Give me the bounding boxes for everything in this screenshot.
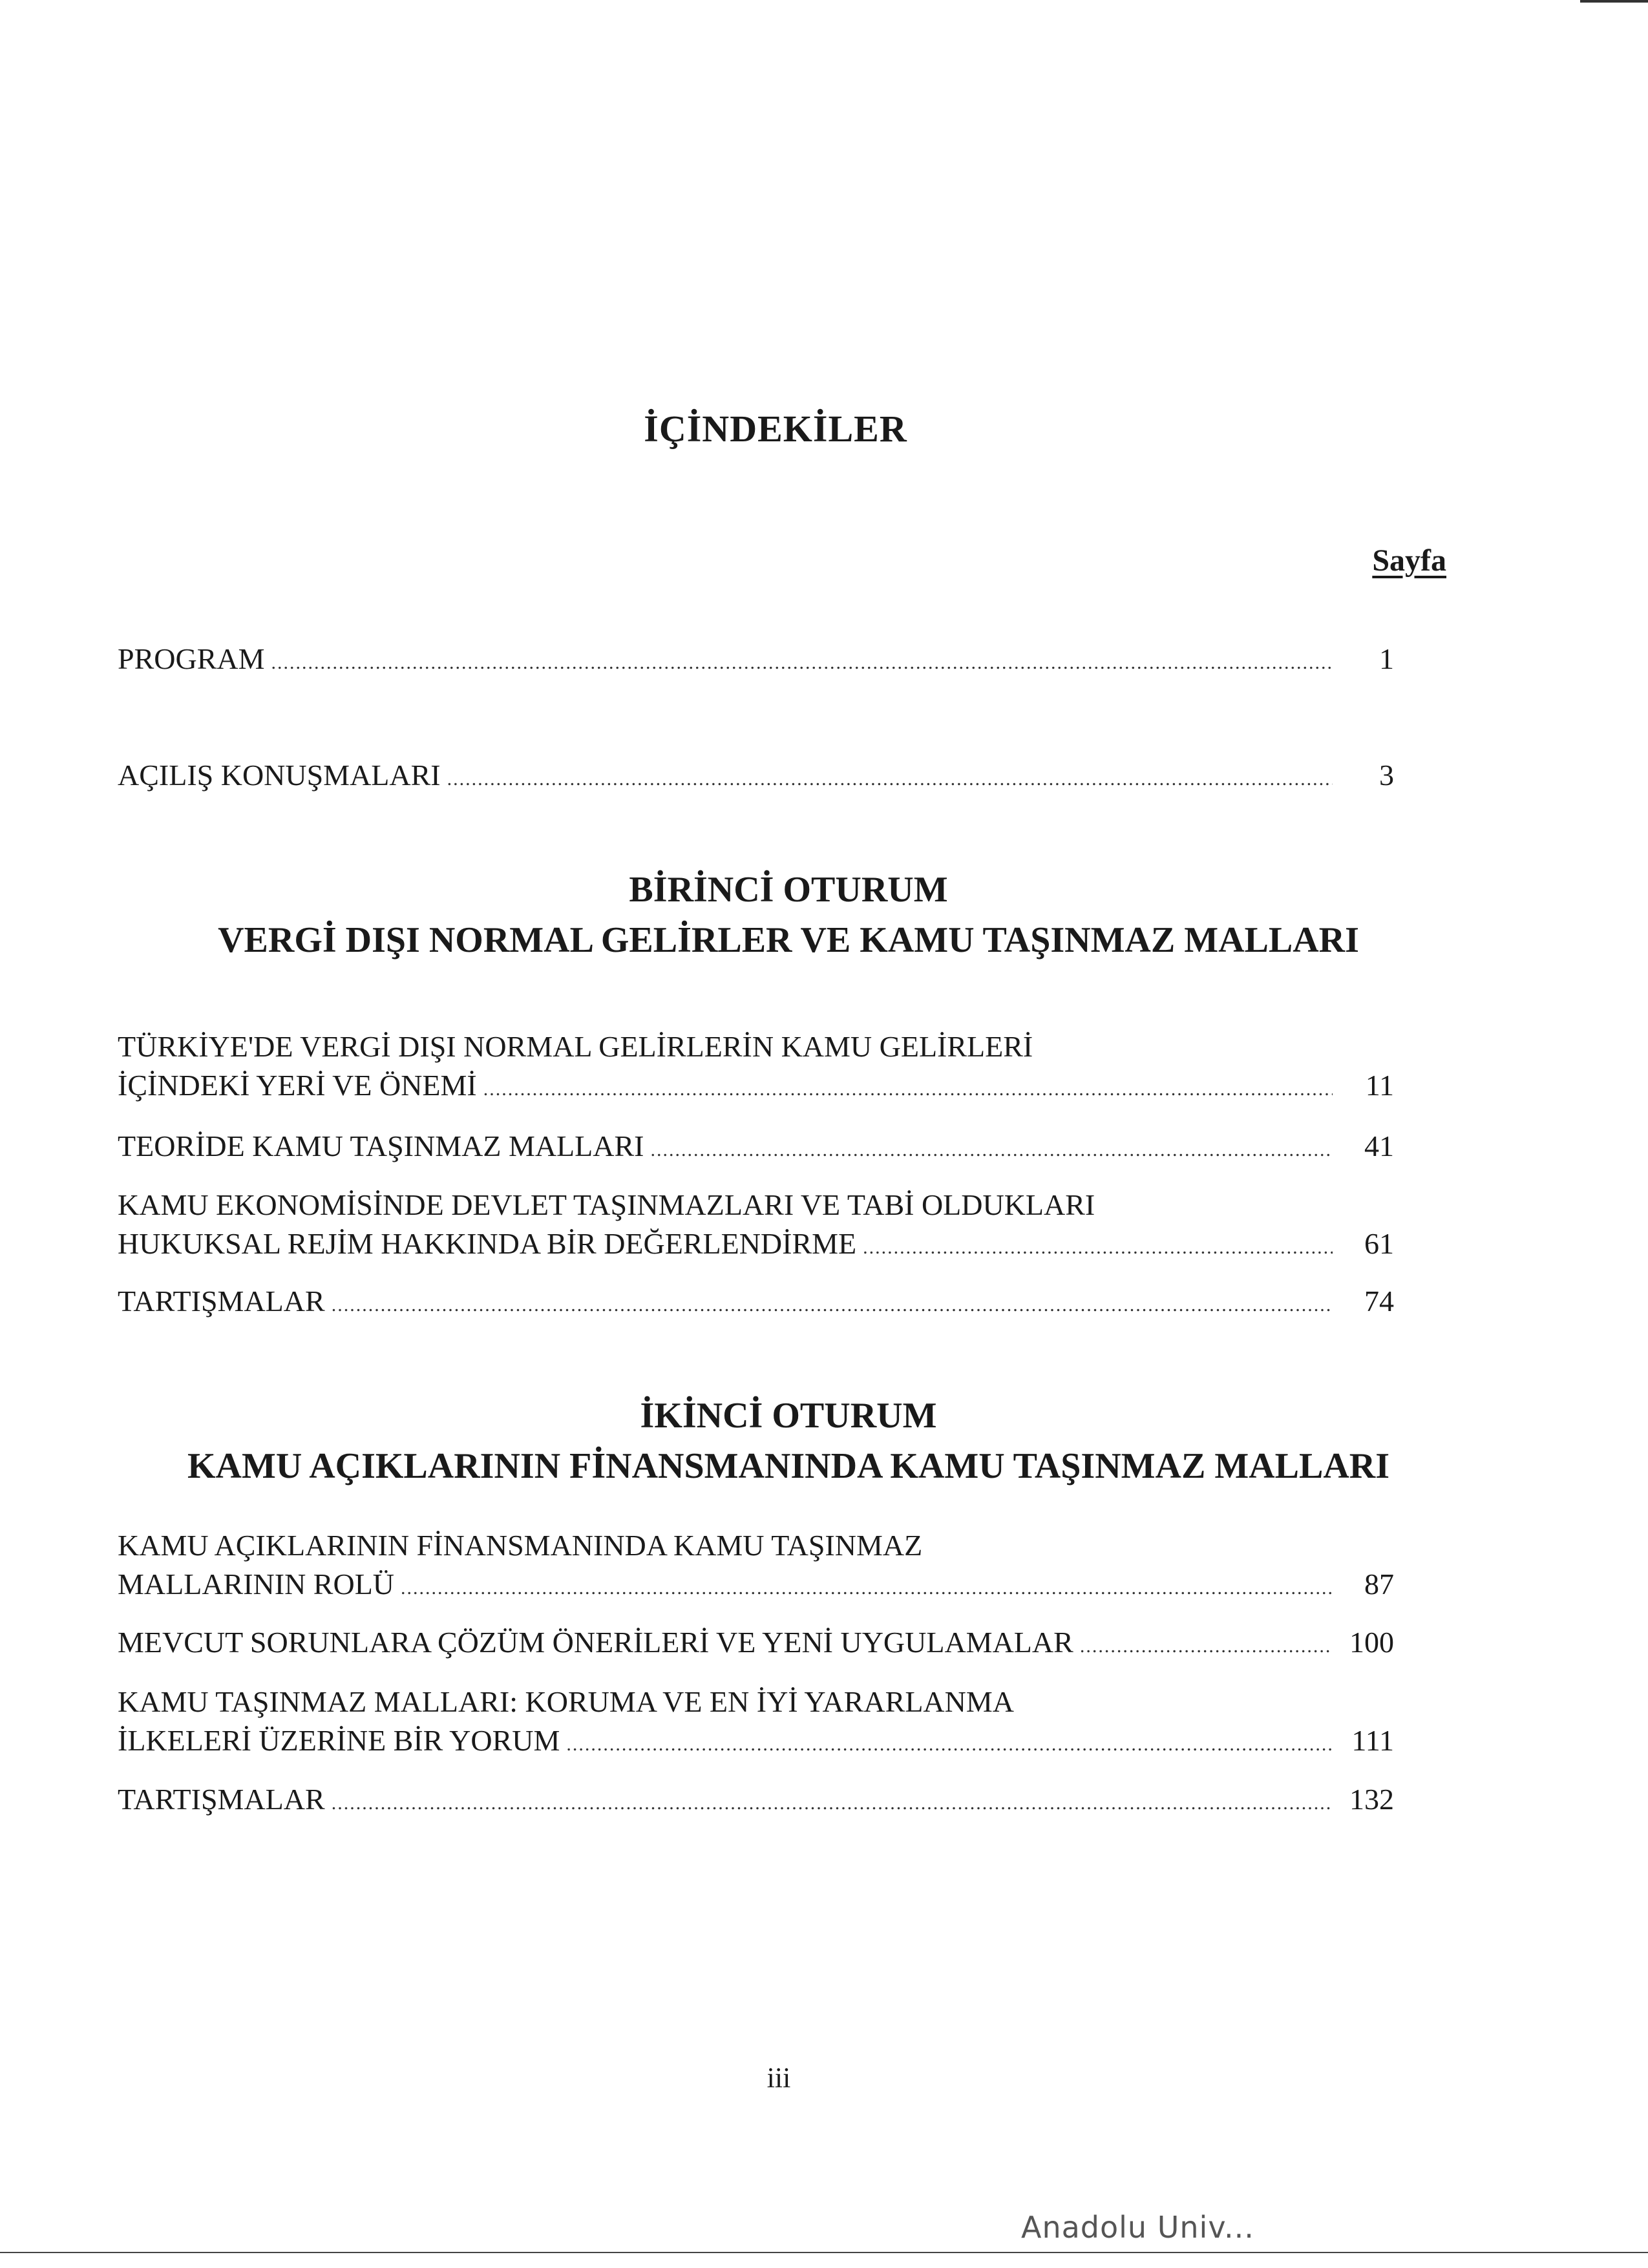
session-title: İKİNCİ OTURUM (640, 1396, 937, 1436)
toc-entry (118, 1027, 1394, 1109)
session-title: BİRİNCİ OTURUM (629, 870, 948, 910)
toc-entry-title-cont: MALLARININ ROLÜ (118, 1568, 395, 1601)
library-stamp: Anadolu Univ... (1021, 2210, 1254, 2245)
session-subtitle: KAMU AÇIKLARININ FİNANSMANINDA KAMU TAŞINMAZ MALLARI (187, 1446, 1389, 1486)
toc-entry-program (118, 640, 1394, 682)
toc-entry-title: MEVCUT SORUNLARA ÇÖZÜM ÖNERİLERİ VE YENİ UYGULAMALAR (118, 1626, 1073, 1659)
toc-entry-page: 100 (1349, 1626, 1394, 1659)
toc-entry-page: 61 (1364, 1227, 1394, 1260)
toc-entry-page: 3 (1379, 759, 1394, 792)
bottom-rule (0, 2252, 1648, 2253)
toc-entry-title-cont: İLKELERİ ÜZERİNE BİR YORUM (118, 1724, 560, 1757)
toc-entry (118, 1623, 1394, 1666)
toc-entry-page: 1 (1379, 642, 1394, 675)
page-column-header: Sayfa (1372, 543, 1446, 578)
toc-entry-page: 11 (1365, 1069, 1394, 1102)
toc-entry-page: 111 (1351, 1724, 1394, 1757)
toc-entry-title: TARTIŞMALAR (118, 1285, 325, 1318)
leader-dots (447, 760, 1333, 799)
toc-entry-title: KAMU EKONOMİSİNDE DEVLET TAŞINMAZLARI VE TABİ OLDUKLARI (118, 1188, 1095, 1221)
leader-dots (650, 1131, 1333, 1170)
leader-dots (566, 1725, 1333, 1764)
toc-entry-page: 132 (1349, 1783, 1394, 1816)
leader-dots (483, 1070, 1333, 1109)
page-number-folio: iii (766, 2062, 791, 2094)
leader-dots (332, 1784, 1333, 1823)
toc-entry-title-cont: HUKUKSAL REJİM HAKKINDA BİR DEĞERLENDİRME (118, 1227, 857, 1260)
toc-entry-title: TARTIŞMALAR (118, 1783, 325, 1816)
leader-dots (332, 1286, 1333, 1325)
leader-dots (401, 1569, 1333, 1608)
toc-entry (118, 1683, 1394, 1764)
toc-entry (118, 1186, 1394, 1267)
toc-entry-title: AÇILIŞ KONUŞMALARI (118, 759, 441, 792)
scan-edge-mark (1580, 0, 1648, 3)
toc-entry-title: KAMU AÇIKLARININ FİNANSMANINDA KAMU TAŞINMAZ (118, 1529, 923, 1562)
session-1-heading (0, 865, 1577, 965)
leader-dots (271, 644, 1333, 682)
leader-dots (863, 1228, 1333, 1267)
toc-entry-page: 41 (1364, 1129, 1394, 1162)
leader-dots (1080, 1627, 1333, 1666)
toc-entry-title: PROGRAM (118, 642, 265, 675)
toc-entry-title-cont: İÇİNDEKİ YERİ VE ÖNEMİ (118, 1069, 477, 1102)
toc-entry-title: TEORİDE KAMU TAŞINMAZ MALLARI (118, 1129, 644, 1162)
toc-entry-title: TÜRKİYE'DE VERGİ DIŞI NORMAL GELİRLERİN KAMU GELİRLERİ (118, 1030, 1033, 1063)
toc-entry-opening-speeches (118, 756, 1394, 799)
toc-entry-title: KAMU TAŞINMAZ MALLARI: KORUMA VE EN İYİ YARARLANMA (118, 1685, 1014, 1718)
toc-entry (118, 1526, 1394, 1608)
toc-entry (118, 1780, 1394, 1823)
toc-entry-page: 87 (1364, 1568, 1394, 1601)
session-subtitle: VERGİ DIŞI NORMAL GELİRLER VE KAMU TAŞINMAZ MALLARI (218, 920, 1359, 960)
toc-entry (118, 1127, 1394, 1170)
toc-entry-page: 74 (1364, 1285, 1394, 1318)
session-2-heading (0, 1391, 1577, 1491)
page-title: İÇİNDEKİLER (644, 408, 907, 450)
toc-entry (118, 1282, 1394, 1325)
